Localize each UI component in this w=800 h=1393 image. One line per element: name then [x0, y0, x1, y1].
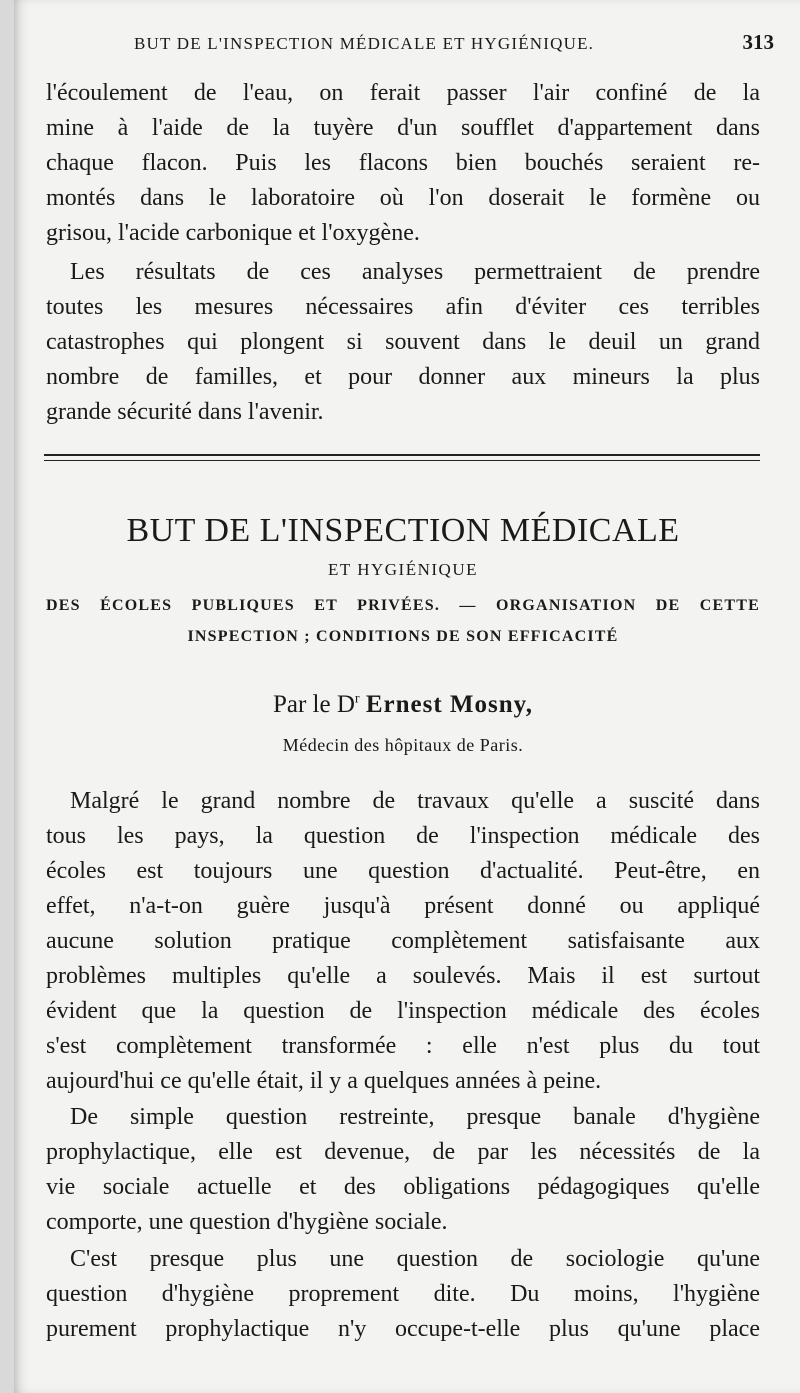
text-line: l'écoulement de l'eau, on ferait passer l'air confiné de la [46, 80, 760, 106]
section-divider-thin [44, 460, 760, 461]
text-line: purement prophylactique n'y occupe-t-elle plus qu'une place [46, 1316, 760, 1342]
text-line: Malgré le grand nombre de travaux qu'elle a suscité dans [70, 788, 760, 814]
previous-article-paragraph-2 [46, 255, 760, 430]
text-line: effet, n'a-t-on guère jusqu'à présent donné ou appliqué [46, 893, 760, 919]
text-line: mine à l'aide de la tuyère d'un soufflet d'appartement dans [46, 115, 760, 141]
text-line: vie sociale actuelle et des obligations pédagogiques qu'elle [46, 1174, 760, 1200]
text-line: De simple question restreinte, presque banale d'hygiène [70, 1104, 760, 1130]
text-line: chaque flacon. Puis les flacons bien bouchés seraient re- [46, 150, 760, 176]
byline-superscript: r [354, 691, 360, 707]
text-line: tous les pays, la question de l'inspection médicale des [46, 823, 760, 849]
byline-prefix: Par le D [272, 691, 355, 718]
text-line: écoles est toujours une question d'actualité. Peut-être, en [46, 858, 760, 884]
text-line: aucune solution pratique complètement satisfaisante aux [46, 928, 760, 954]
article-paragraph-3 [46, 1242, 760, 1347]
author-name: Ernest Mosny, [365, 691, 534, 718]
text-line: catastrophes qui plongent si souvent dans le deuil un grand [46, 329, 760, 355]
article-subtitle: ET HYGIÉNIQUE [328, 560, 478, 579]
text-line: grisou, l'acide carbonique et l'oxygène. [46, 220, 420, 246]
text-line: grande sécurité dans l'avenir. [46, 399, 324, 425]
text-line: problèmes multiples qu'elle a soulevés. Mais il est surtout [46, 963, 760, 989]
text-line: nombre de familles, et pour donner aux mineurs la plus [46, 364, 760, 390]
text-line: question d'hygiène proprement dite. Du moins, l'hygiène [46, 1281, 760, 1307]
text-line: Les résultats de ces analyses permettraient de prendre [70, 259, 760, 285]
section-divider-thick [44, 454, 760, 456]
text-line: s'est complètement transformée : elle n'est plus du tout [46, 1033, 760, 1059]
article-caption-line-1: DES ÉCOLES PUBLIQUES ET PRIVÉES. — ORGANISATION DE CETTE [46, 597, 760, 614]
previous-article-paragraph-1 [46, 76, 760, 251]
running-head [134, 30, 774, 60]
text-line: évident que la question de l'inspection médicale des écoles [46, 998, 760, 1024]
article-title: BUT DE L'INSPECTION MÉDICALE [126, 512, 680, 549]
article-paragraph-2 [46, 1100, 760, 1240]
text-line: prophylactique, elle est devenue, de par les nécessités de la [46, 1139, 760, 1165]
byline [46, 691, 760, 719]
book-page [14, 0, 800, 1393]
author-affiliation: Médecin des hôpitaux de Paris. [282, 735, 524, 755]
text-line: aujourd'hui ce qu'elle était, il y a quelques années à peine. [46, 1068, 602, 1094]
article-caption-line-2: INSPECTION ; CONDITIONS DE SON EFFICACITÉ [187, 628, 619, 645]
text-line: toutes les mesures nécessaires afin d'éviter ces terribles [46, 294, 760, 320]
text-line: comporte, une question d'hygiène sociale. [46, 1209, 448, 1235]
article-paragraph-1 [46, 784, 760, 1099]
page-number: 313 [742, 30, 774, 54]
text-line: C'est presque plus une question de sociologie qu'une [70, 1246, 760, 1272]
text-line: montés dans le laboratoire où l'on doserait le formène ou [46, 185, 760, 211]
running-head-title: BUT DE L'INSPECTION MÉDICALE ET HYGIÉNIQUE. [134, 34, 595, 53]
